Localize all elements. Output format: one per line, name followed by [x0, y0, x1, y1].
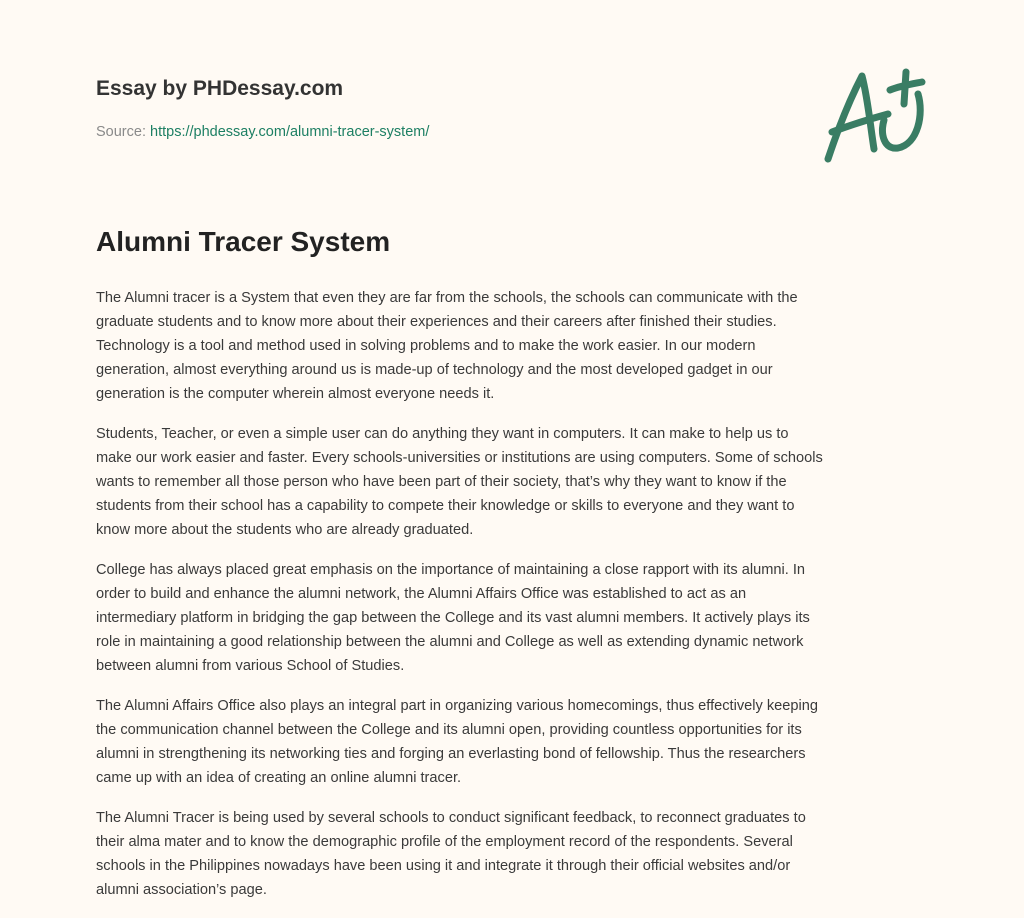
paragraph-line: the communication channel between the College and its alumni open, providing countless opportunities for its [96, 722, 802, 738]
article-body [96, 286, 936, 918]
source-label: Source: [96, 124, 146, 140]
paragraph-line: generation, almost everything around us is made-up of technology and the most developed gadget in our [96, 362, 773, 378]
article-title: Alumni Tracer System [96, 226, 391, 257]
source-line [96, 124, 429, 140]
article-paragraph [96, 694, 936, 790]
paragraph-line: generation is the computer wherein almost everyone needs it. [96, 386, 495, 402]
paragraph-line: The Alumni Affairs Office also plays an integral part in organizing various homecomings, thus effectively keeping [96, 698, 818, 714]
paragraph-line: Technology is a tool and method used in solving problems and to make the work easier. In our modern [96, 338, 756, 354]
article-paragraph [96, 286, 936, 406]
paragraph-line: schools in the Philippines nowadays have been using it and integrate it through their official websites and/or [96, 858, 791, 874]
a-plus-logo-icon [818, 64, 933, 169]
paragraph-line: College has always placed great emphasis on the importance of maintaining a close rapport with its alumni. In [96, 562, 805, 578]
site-title: Essay by PHDessay.com [96, 77, 344, 100]
paragraph-line: alumni in strengthening its networking ties and forging an everlasting bond of fellowship. Thus the researchers [96, 746, 806, 762]
paragraph-line: know more about the students who are already graduated. [96, 522, 474, 538]
paragraph-line: their alma mater and to know the demographic profile of the employment record of the respondents. Several [96, 834, 793, 850]
paragraph-line: alumni association’s page. [96, 882, 267, 898]
paragraph-line: role in maintaining a good relationship between the alumni and College as well as extending dynamic network [96, 634, 804, 650]
paragraph-line: order to build and enhance the alumni network, the Alumni Affairs Office was established to act as an [96, 586, 747, 602]
paragraph-line: graduate students and to know more about their experiences and their careers after finished their studies. [96, 314, 777, 330]
article-paragraph [96, 806, 936, 902]
article-paragraph [96, 558, 936, 678]
paragraph-line: The Alumni Tracer is being used by several schools to conduct significant feedback, to reconnect graduates to [96, 810, 806, 826]
paragraph-line: The Alumni tracer is a System that even they are far from the schools, the schools can communicate with the [96, 290, 798, 306]
paragraph-line: came up with an idea of creating an online alumni tracer. [96, 770, 462, 786]
paragraph-line: students from their school has a capability to compete their knowledge or skills to everyone and they want to [96, 498, 795, 514]
paragraph-line: between alumni from various School of Studies. [96, 658, 405, 674]
paragraph-line: Students, Teacher, or even a simple user can do anything they want in computers. It can make to help us to [96, 426, 789, 442]
paragraph-line: wants to remember all those person who have been part of their society, that’s why they want to know if the [96, 474, 787, 490]
paragraph-line: make our work easier and faster. Every schools-universities or institutions are using computers. Some of schools [96, 450, 823, 466]
source-link[interactable]: https://phdessay.com/alumni-tracer-system/ [150, 124, 430, 140]
paragraph-line: intermediary platform in bridging the gap between the College and its vast alumni members. It actively plays its [96, 610, 810, 626]
article-paragraph [96, 422, 936, 542]
